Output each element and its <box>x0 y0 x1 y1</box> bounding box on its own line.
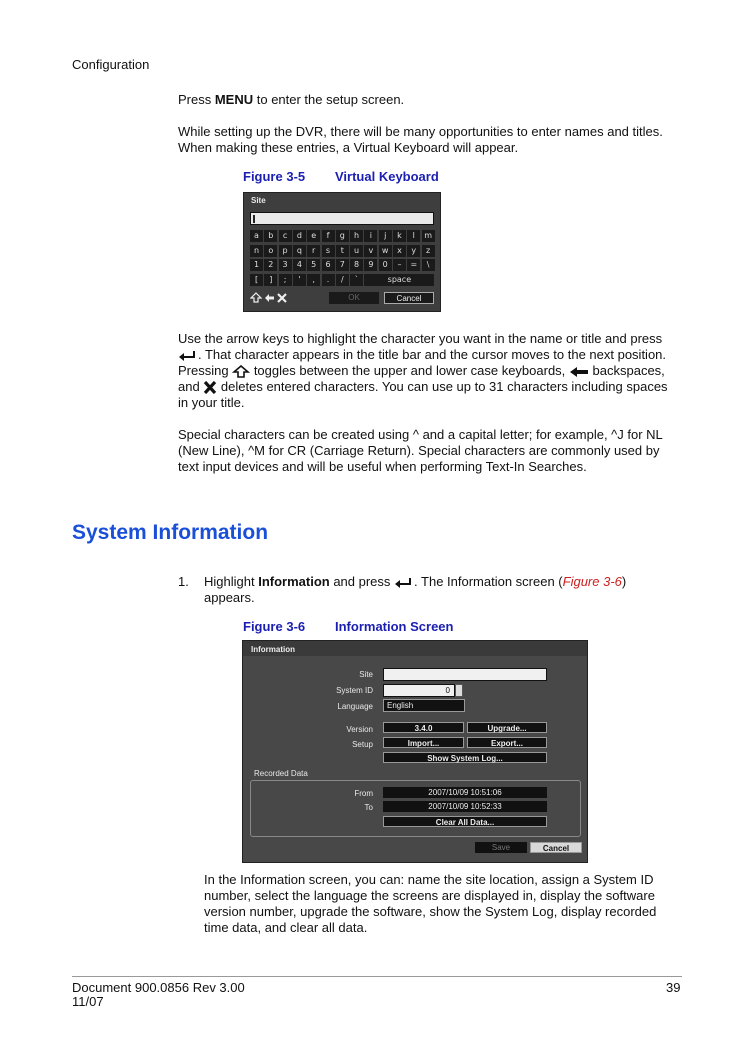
keyboard-key: – <box>393 259 406 271</box>
step-1-text <box>204 574 664 606</box>
para-menu <box>178 92 404 108</box>
step-1-a: Highlight <box>204 574 259 589</box>
keyboard-key: , <box>307 274 320 286</box>
step-1-d: ) <box>621 574 627 589</box>
shift-backspace-delete-icons <box>250 292 290 304</box>
keyboard-key: z <box>422 245 435 257</box>
keyboard-key: w <box>379 245 392 257</box>
keyboard-key: [ <box>250 274 263 286</box>
keyboard-key: ] <box>264 274 277 286</box>
step-1-line2: appears. <box>204 590 255 605</box>
step-1-line1 <box>204 574 664 590</box>
para-arrow-line3-b: toggles between the upper and lower case keyboards, <box>250 363 569 378</box>
running-header: Configuration <box>72 57 150 72</box>
keyboard-key: ' <box>293 274 306 286</box>
para-entries-line2: When making these entries, a Virtual Keyboard will appear. <box>178 140 519 155</box>
figure-3-6-number: Figure 3-6 <box>243 619 306 634</box>
para-arrow-line4-b: deletes entered characters. You can use up to 31 characters including spaces <box>217 379 668 394</box>
keyboard-key: 2 <box>264 259 277 271</box>
figure-3-5-number: Figure 3-5 <box>243 169 306 184</box>
para-arrow-line5: in your title. <box>178 395 245 410</box>
enter-icon <box>178 350 198 362</box>
site-field <box>383 668 547 681</box>
keyboard-key: 1 <box>250 259 263 271</box>
para-special-line2: (New Line), ^M for CR (Carriage Return). Special characters are commonly used by <box>178 443 660 458</box>
para-arrow-line3-a: Pressing <box>178 363 233 378</box>
upgrade-button: Upgrade... <box>467 722 547 733</box>
keyboard-key: 3 <box>279 259 292 271</box>
para-special-line1: Special characters can be created using ^ and a capital letter; for example, ^J for NL <box>178 427 663 442</box>
keyboard-space-key: space <box>364 274 434 286</box>
para-info-line1: In the Information screen, you can: name the site location, assign a System ID <box>204 872 654 887</box>
recorded-data-label: Recorded Data <box>254 769 308 778</box>
cancel-button: Cancel <box>530 842 582 853</box>
keyboard-key: ` <box>350 274 363 286</box>
para-info-summary <box>204 872 656 936</box>
keyboard-key: 9 <box>364 259 377 271</box>
keyboard-key: r <box>307 245 320 257</box>
language-label: Language <box>337 702 373 711</box>
keyboard-key: 4 <box>293 259 306 271</box>
keyboard-key: 6 <box>322 259 335 271</box>
language-select: English <box>383 699 465 712</box>
setup-label: Setup <box>352 740 373 749</box>
import-button: Import... <box>383 737 464 748</box>
para-arrow-line3-c: backspaces, <box>588 363 665 378</box>
from-value: 2007/10/09 10:51:06 <box>383 787 547 798</box>
from-label: From <box>354 789 373 798</box>
keyboard-key: n <box>250 245 263 257</box>
step-1-bold: Information <box>258 574 330 589</box>
para-arrow-line2-text: . That character appears in the title bar and the cursor moves to the next position. <box>198 347 667 362</box>
keyboard-key: o <box>264 245 277 257</box>
keyboard-key: 8 <box>350 259 363 271</box>
para-arrow-line2 <box>178 347 668 363</box>
text-cursor <box>253 215 255 223</box>
keyboard-key: x <box>393 245 406 257</box>
clear-all-data-button: Clear All Data... <box>383 816 547 827</box>
keyboard-key: v <box>364 245 377 257</box>
keyboard-key: 7 <box>336 259 349 271</box>
para-special-line3: text input devices and will be useful when performing Text-In Searches. <box>178 459 587 474</box>
para-info-line3: version number, upgrade the software, show the System Log, display recorded <box>204 904 657 919</box>
keyboard-key: f <box>322 230 335 242</box>
para-info-line4: time data, and clear all data. <box>204 920 368 935</box>
para-special-chars <box>178 427 663 475</box>
system-id-field: 0 <box>383 684 455 697</box>
keyboard-key: l <box>407 230 420 242</box>
system-id-label: System ID <box>336 686 373 695</box>
keyboard-key: t <box>336 245 349 257</box>
information-screen-figure <box>242 640 588 863</box>
keyboard-key: 5 <box>307 259 320 271</box>
step-1-b: and press <box>329 574 395 589</box>
figure-3-6-title: Information Screen <box>335 619 454 634</box>
keyboard-key: i <box>364 230 377 242</box>
backspace-arrow-icon <box>569 366 589 378</box>
para-menu-bold: MENU <box>214 92 254 107</box>
para-arrow-line3 <box>178 363 668 379</box>
keyboard-key: u <box>350 245 363 257</box>
keyboard-key: p <box>279 245 292 257</box>
virtual-keyboard-figure <box>243 192 441 312</box>
version-value: 3.4.0 <box>383 722 464 733</box>
keyboard-key: = <box>407 259 420 271</box>
keyboard-key: . <box>322 274 335 286</box>
keyboard-function-icons <box>250 292 290 304</box>
para-arrow-keys <box>178 331 668 411</box>
figure-3-5-title: Virtual Keyboard <box>335 169 439 184</box>
keyboard-key: k <box>393 230 406 242</box>
keyboard-key: j <box>379 230 392 242</box>
shift-icon <box>232 365 250 378</box>
keyboard-ok-button: OK <box>329 292 379 304</box>
keyboard-key: c <box>279 230 292 242</box>
keyboard-key: / <box>336 274 349 286</box>
footer-page-number: 39 <box>666 980 681 995</box>
keyboard-key: 0 <box>379 259 392 271</box>
para-entries <box>178 124 663 156</box>
keyboard-cancel-button: Cancel <box>384 292 434 304</box>
export-button: Export... <box>467 737 547 748</box>
para-arrow-line4 <box>178 379 668 395</box>
keyboard-key: h <box>350 230 363 242</box>
para-entries-line1: While setting up the DVR, there will be many opportunities to enter names and titles. <box>178 124 663 139</box>
to-value: 2007/10/09 10:52:33 <box>383 801 547 812</box>
keyboard-key: y <box>407 245 420 257</box>
keyboard-key: ; <box>279 274 292 286</box>
section-title: System Information <box>72 521 269 544</box>
keyboard-key: e <box>307 230 320 242</box>
keyboard-key: g <box>336 230 349 242</box>
keyboard-key: m <box>422 230 435 242</box>
keyboard-key: d <box>293 230 306 242</box>
para-info-line2: number, select the language the screens are displayed in, display the software <box>204 888 655 903</box>
footer-doc: Document 900.0856 Rev 3.00 <box>72 980 245 995</box>
keyboard-key: s <box>322 245 335 257</box>
to-label: To <box>364 803 373 812</box>
keyboard-key: \ <box>422 259 435 271</box>
show-system-log-button: Show System Log... <box>383 752 547 763</box>
para-menu-pre: Press <box>178 92 215 107</box>
enter-icon <box>394 577 414 589</box>
step-1-number: 1. <box>178 574 189 589</box>
system-id-spinner <box>455 684 463 697</box>
keyboard-key: a <box>250 230 263 242</box>
footer-date: 11/07 <box>72 994 104 1009</box>
figure-3-6-link[interactable]: Figure 3-6 <box>562 574 622 589</box>
keyboard-key: b <box>264 230 277 242</box>
save-button: Save <box>475 842 527 853</box>
keyboard-text-field <box>250 212 434 225</box>
step-1-c: . The Information screen ( <box>414 574 563 589</box>
para-arrow-line1: Use the arrow keys to highlight the character you want in the name or title and press <box>178 331 663 346</box>
footer-rule <box>72 976 682 977</box>
site-label: Site <box>359 670 373 679</box>
para-arrow-line4-a: and <box>178 379 204 394</box>
keyboard-title: Site <box>251 196 266 205</box>
info-title: Information <box>251 645 295 654</box>
version-label: Version <box>346 725 373 734</box>
keyboard-key: q <box>293 245 306 257</box>
delete-x-icon <box>203 381 217 394</box>
para-menu-post: to enter the setup screen. <box>253 92 405 107</box>
